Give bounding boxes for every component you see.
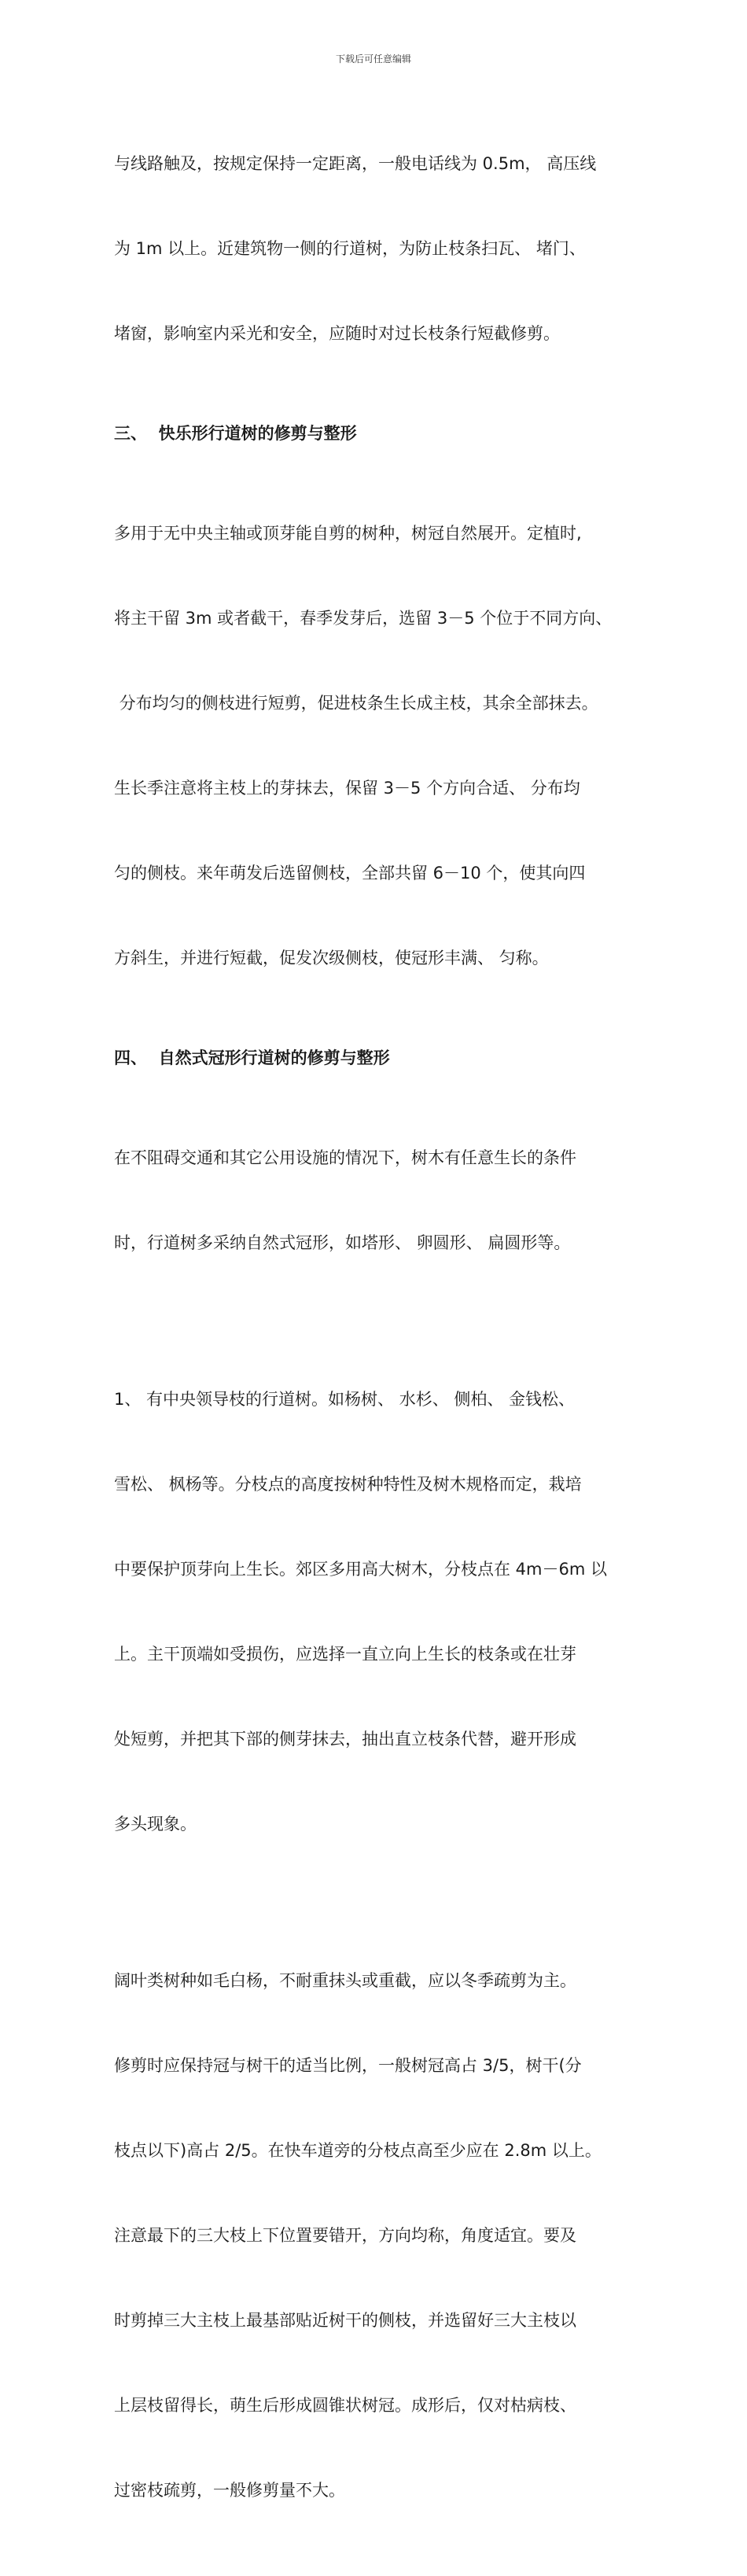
text-line: 多头现象。: [114, 1815, 197, 1833]
text-line: 为 1m 以上。近建筑物一侧的行道树，为防止枝条扫瓦、 堵门、: [114, 239, 586, 258]
text-line: 修剪时应保持冠与树干的适当比例，一般树冠高占 3/5，树干(分: [114, 2056, 582, 2075]
text-line: 时，行道树多采纳自然式冠形，如塔形、 卵圆形、 扁圆形等。: [114, 1233, 571, 1252]
text-line: 注意最下的三大枝上下位置要错开，方向均称，角度适宜。要及: [114, 2226, 576, 2245]
text-line: 中要保护顶芽向上生长。郊区多用高大树木，分枝点在 4m－6m 以: [114, 1560, 607, 1579]
text-line: 多用于无中央主轴或顶芽能自剪的树种，树冠自然展开。定植时,: [114, 524, 582, 543]
text-line: 时剪掉三大主枝上最基部贴近树干的侧枝，并选留好三大主枝以: [114, 2311, 576, 2330]
text-line: 上层枝留得长，萌生后形成圆锥状树冠。成形后，仅对枯病枝、: [114, 2396, 576, 2415]
text-line: 将主干留 3m 或者截干，春季发芽后，选留 3－5 个位于不同方向、: [114, 609, 613, 628]
paragraph-happy-form: [114, 463, 649, 1029]
text-line: 过密枝疏剪，一般修剪量不大。: [114, 2481, 345, 2500]
text-line: 与线路触及，按规定保持一定距离，一般电话线为 0.5m， 高压线: [114, 154, 597, 173]
paragraph-natural-crown: [114, 1087, 649, 1314]
text-line: 处短剪，并把其下部的侧芽抹去，抽出直立枝条代替，避开形成: [114, 1730, 576, 1749]
text-line: 枝点以下)高占 2/5。在快车道旁的分枝点高至少应在 2.8m 以上。: [114, 2141, 602, 2160]
text-line: 雪松、 枫杨等。分枝点的高度按树种特性及树木规格而定，栽培: [114, 1475, 582, 1494]
text-line: 1、 有中央领导枝的行道树。如杨树、 水杉、 侧柏、 金钱松、: [114, 1390, 576, 1409]
text-line: 阔叶类树种如毛白杨，不耐重抹头或重截，应以冬季疏剪为主。: [114, 1971, 576, 1990]
document-body: [114, 93, 649, 2576]
text-line: 生长季注意将主枝上的芽抹去，保留 3－5 个方向合适、 分布均: [114, 779, 580, 798]
text-line: 分布均匀的侧枝进行短剪，促进枝条生长成主枝，其余全部抹去。: [114, 694, 598, 713]
page-header: 下载后可任意编辑: [335, 53, 411, 64]
text-line: 方斜生，并进行短截，促发次级侧枝，使冠形丰满、 匀称。: [114, 949, 549, 967]
text-line: 在不阻碍交通和其它公用设施的情况下，树木有任意生长的条件: [114, 1148, 576, 1167]
text-line: 堵窗，影响室内采光和安全，应随时对过长枝条行短截修剪。: [114, 324, 560, 343]
section-heading-3: 三、 快乐形行道树的修剪与整形: [114, 424, 357, 443]
text-line: 匀的侧枝。来年萌发后选留侧枝，全部共留 6－10 个，使其向四: [114, 864, 586, 883]
text-line: 上。主干顶端如受损伤，应选择一直立向上生长的枝条或在壮芽: [114, 1645, 576, 1664]
section-heading-4: 四、 自然式冠形行道树的修剪与整形: [114, 1048, 390, 1067]
paragraph-line-clearance: [114, 93, 649, 404]
paragraph-broadleaf: [114, 1910, 649, 2561]
paragraph-central-leader: [114, 1329, 649, 1895]
